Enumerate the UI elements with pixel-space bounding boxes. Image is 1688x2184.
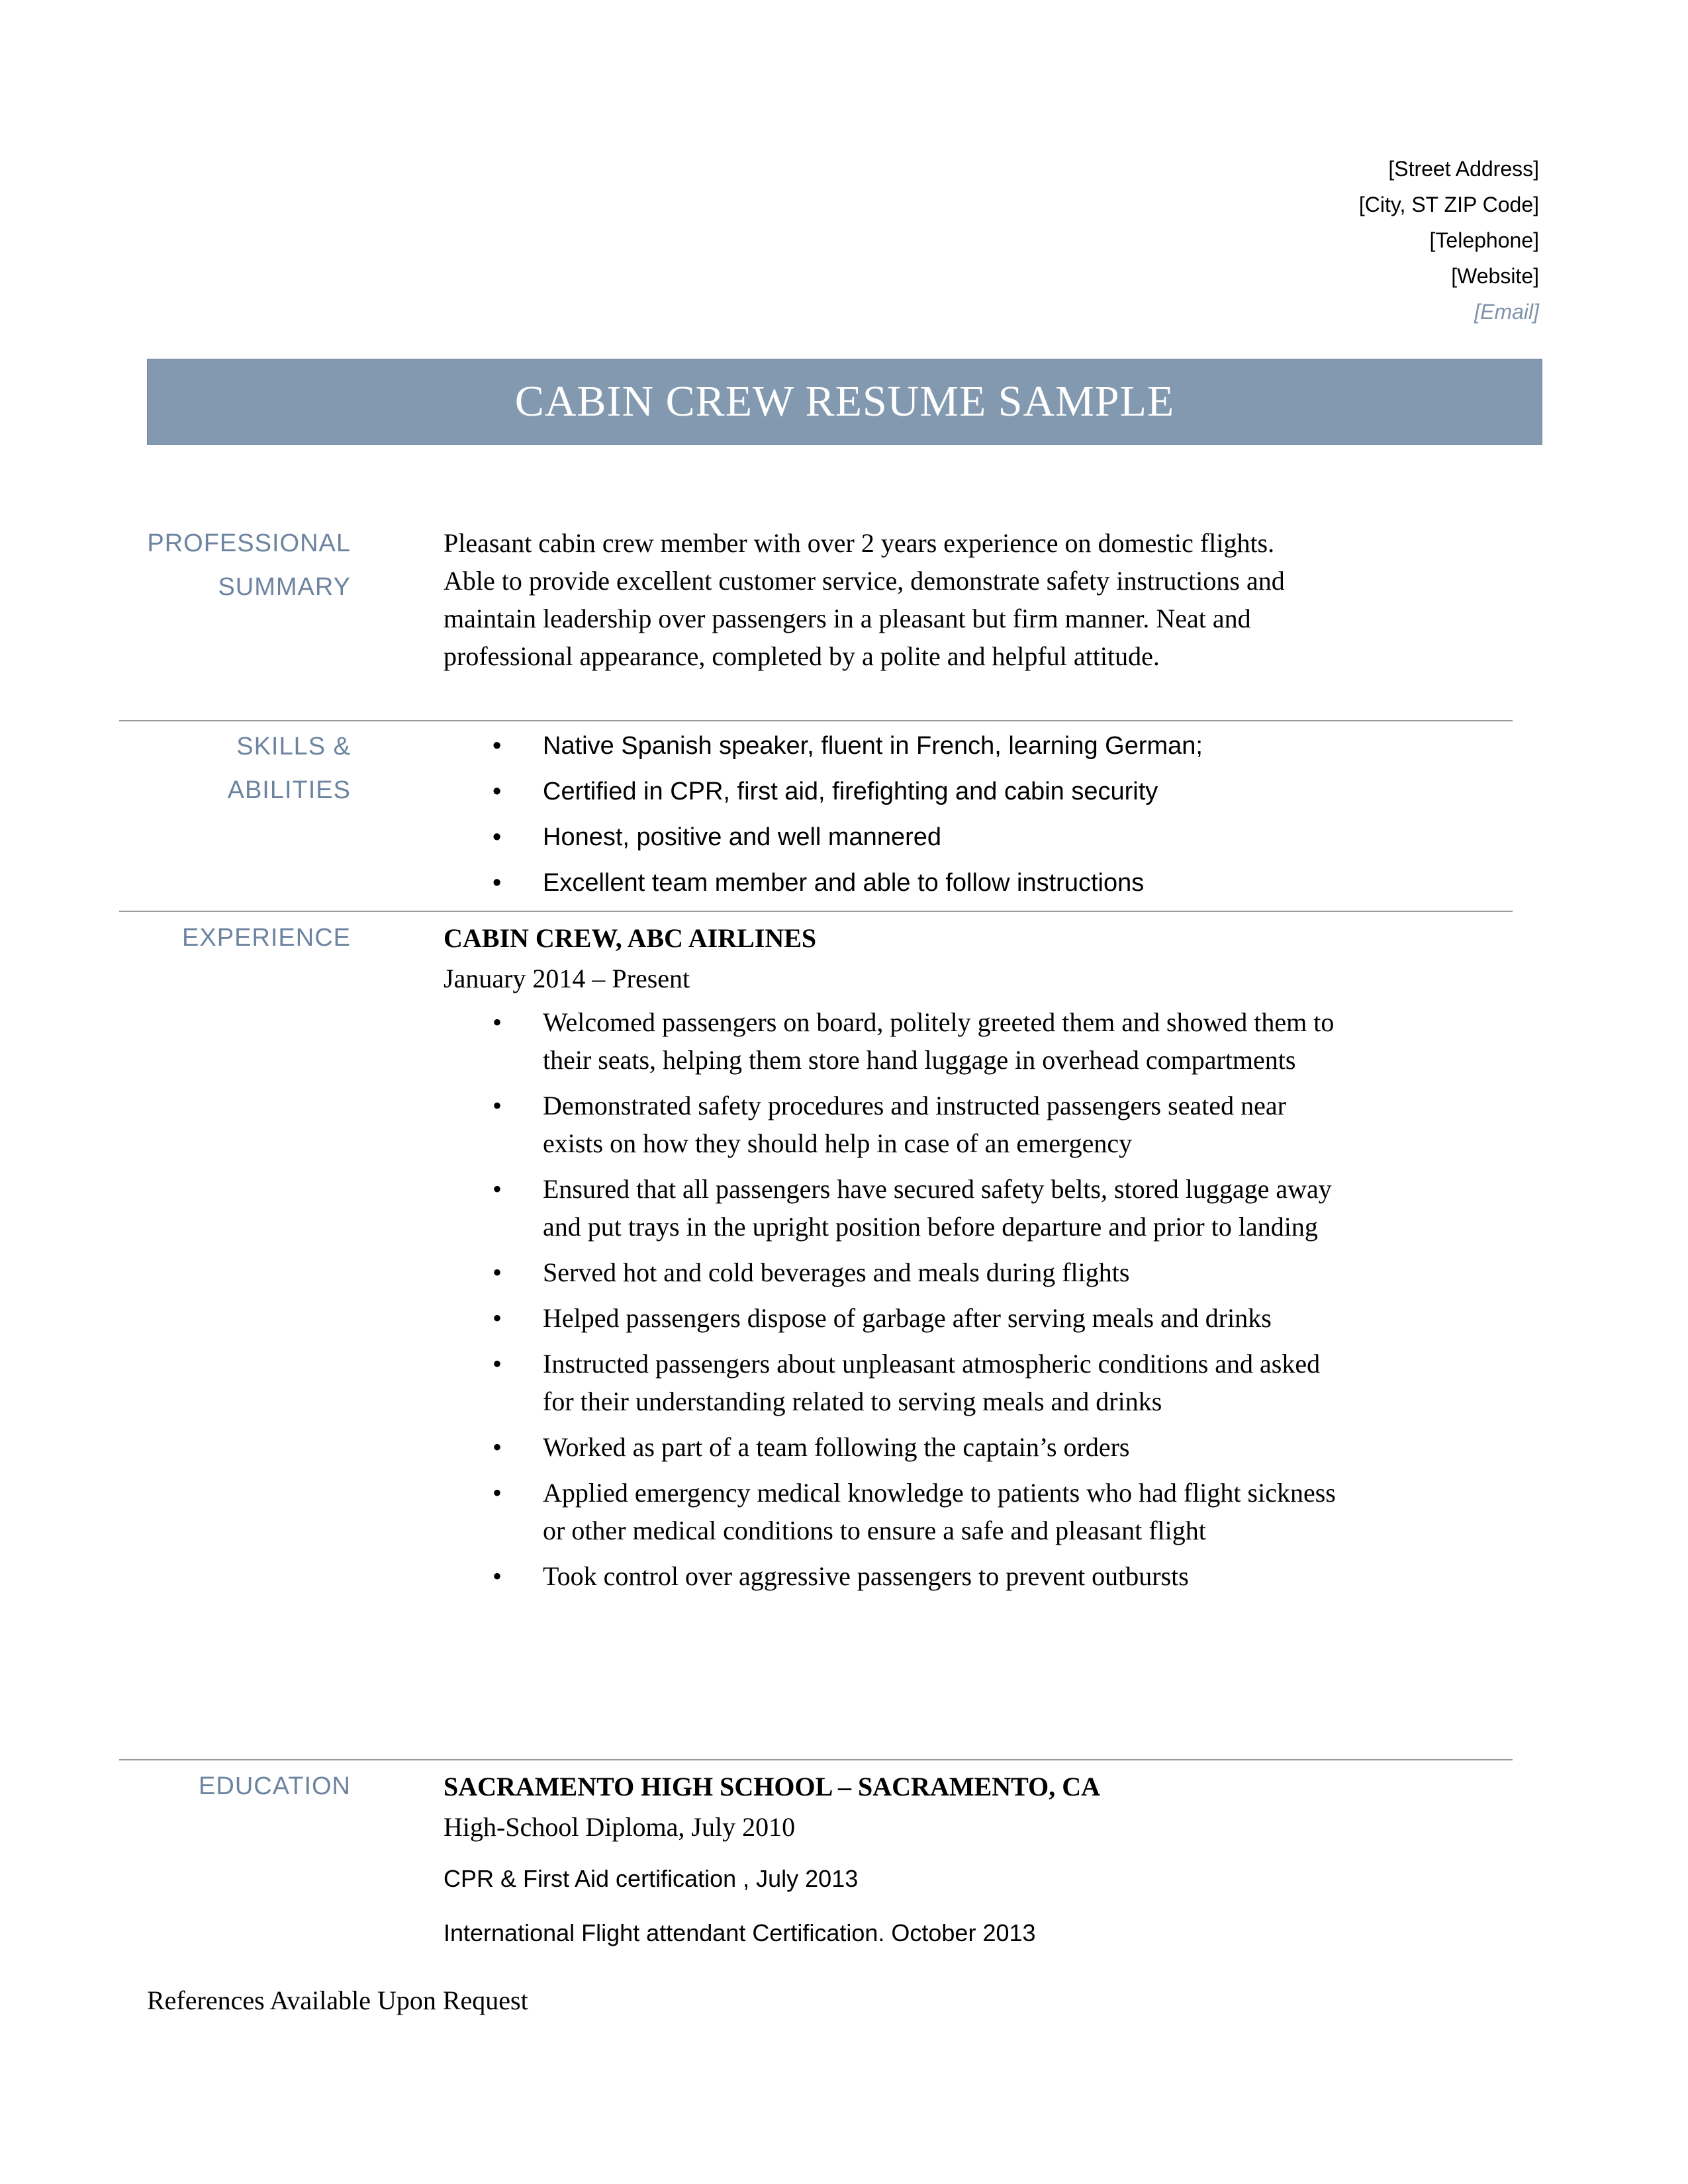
diploma: High-School Diploma, July 2010 [444,1812,796,1842]
list-item: • Welcomed passengers on board, politely greeted them and showed them to their seats, helping them store hand luggage in overhead compartments [444,1003,1337,1079]
divider [119,1759,1513,1760]
telephone: [Telephone] [1429,228,1539,252]
divider [119,720,1513,721]
summary-label [119,522,351,609]
experience-list [444,1003,1430,1595]
list-item: • Ensured that all passengers have secured safety belts, stored luggage away and put trays in the upright position before departure and prior to landing [444,1170,1337,1246]
street-address: [Street Address] [1388,157,1539,181]
summary-text: Pleasant cabin crew member with over 2 years experience on domestic flights. Able to provide excellent customer service, demonstrate safety instructions and maintain leadership over passengers in a pleasant but firm manner. Neat and professional appearance, completed by a polite and helpful attitude. [444,528,1285,671]
page-title: CABIN CREW RESUME SAMPLE [514,377,1175,426]
list-item: • Demonstrated safety procedures and instructed passengers seated near exists on how they should help in case of an emergency [444,1087,1337,1162]
summary-label-line2: SUMMARY [218,573,351,601]
website: [Website] [1451,264,1539,288]
references-note: References Available Upon Request [147,1985,528,2015]
list-item: • Applied emergency medical knowledge to patients who had flight sickness or other medical conditions to ensure a safe and pleasant flight [444,1474,1337,1549]
divider [119,911,1513,912]
list-item: • Helped passengers dispose of garbage after serving meals and drinks [444,1299,1337,1337]
list-item: • Excellent team member and able to follow instructions [444,864,1430,901]
list-item: • Instructed passengers about unpleasant atmospheric conditions and asked for their understanding related to serving meals and drinks [444,1345,1337,1420]
contact-block [1359,151,1539,330]
summary-label-line1: PROFESSIONAL [147,529,351,557]
cpr-certification: CPR & First Aid certification , July 2013 [444,1865,859,1892]
list-item: • Honest, positive and well mannered [444,819,1430,856]
job-dates: January 2014 – Present [444,964,690,993]
skills-label: SKILLS & ABILITIES [227,733,351,804]
summary-body [444,524,1430,675]
title-banner [147,359,1542,445]
list-item: • Native Spanish speaker, fluent in French, learning German; [444,727,1430,764]
list-item: • Certified in CPR, first aid, firefighting and cabin security [444,773,1430,810]
list-item: • Worked as part of a team following the captain’s orders [444,1428,1337,1466]
school-name: SACRAMENTO HIGH SCHOOL – SACRAMENTO, CA [444,1772,1100,1801]
skills-list [444,727,1430,901]
skills-body [444,727,1430,910]
education-label: EDUCATION [199,1772,351,1800]
flight-attendant-certification: International Flight attendant Certification. October 2013 [444,1919,1036,1946]
experience-body [444,920,1430,1603]
experience-label: EXPERIENCE [182,924,351,952]
list-item: • Served hot and cold beverages and meals during flights [444,1253,1337,1291]
list-item: • Took control over aggressive passengers to prevent outbursts [444,1557,1337,1595]
city-zip: [City, ST ZIP Code] [1358,193,1539,216]
email: [Email] [1474,300,1539,324]
education-body [444,1768,1430,1955]
job-title: CABIN CREW, ABC AIRLINES [444,923,817,953]
